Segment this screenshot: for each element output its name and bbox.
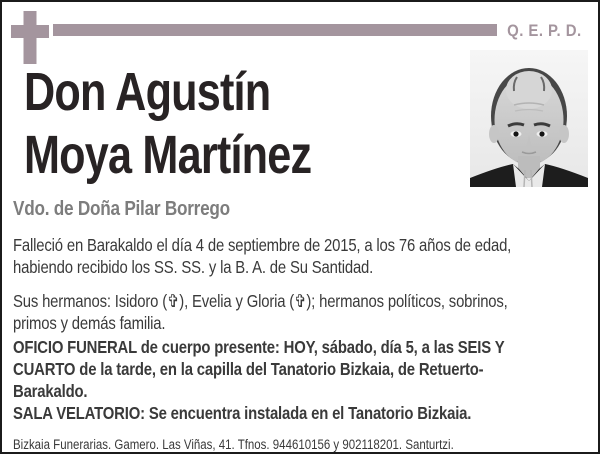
funeral-line1: OFICIO FUNERAL de cuerpo presente: HOY, sábado, día 5, a las SEIS Y (13, 337, 505, 357)
death-notice-line2: habiendo recibido los SS. SS. y la B. A. de Su Santidad. (13, 257, 374, 277)
header-rule (53, 24, 497, 36)
family-paragraph (13, 290, 587, 334)
wake-line1: SALA VELATORIO: Se encuentra instalada en el Tanatorio Bizkaia. (13, 403, 472, 423)
death-notice-paragraph (13, 234, 587, 278)
funeral-line2: CUARTO de la tarde, en la capilla del Tanatorio Bizkaia, de Retuerto- (13, 359, 484, 379)
family-line2: primos y demás familia. (13, 313, 166, 333)
relationship-line: Vdo. de Doña Pilar Borrego (13, 198, 230, 220)
qepd-label: Q. E. P. D. (507, 21, 582, 40)
family-line1: Sus hermanos: Isidoro (✞), Evelia y Gloria (✞); hermanos políticos, sobrinos, (13, 291, 508, 311)
deceased-photo (470, 50, 588, 187)
funeral-home-info: Bizkaia Funerarias. Gamero. Las Viñas, 41. Tfnos. 944610156 y 902118201. Santurtzi. (13, 437, 454, 452)
death-notice-line1: Falleció en Barakaldo el día 4 de septiembre de 2015, a los 76 años de edad, (13, 235, 512, 255)
deceased-name-line2: Moya Martínez (24, 125, 312, 185)
obituary-body (13, 197, 587, 453)
deceased-name (24, 61, 311, 187)
funeral-service-paragraph (13, 336, 587, 402)
deceased-name-line1: Don Agustín (24, 62, 271, 122)
wake-room-paragraph (13, 402, 587, 424)
funeral-line3: Barakaldo. (13, 381, 88, 401)
